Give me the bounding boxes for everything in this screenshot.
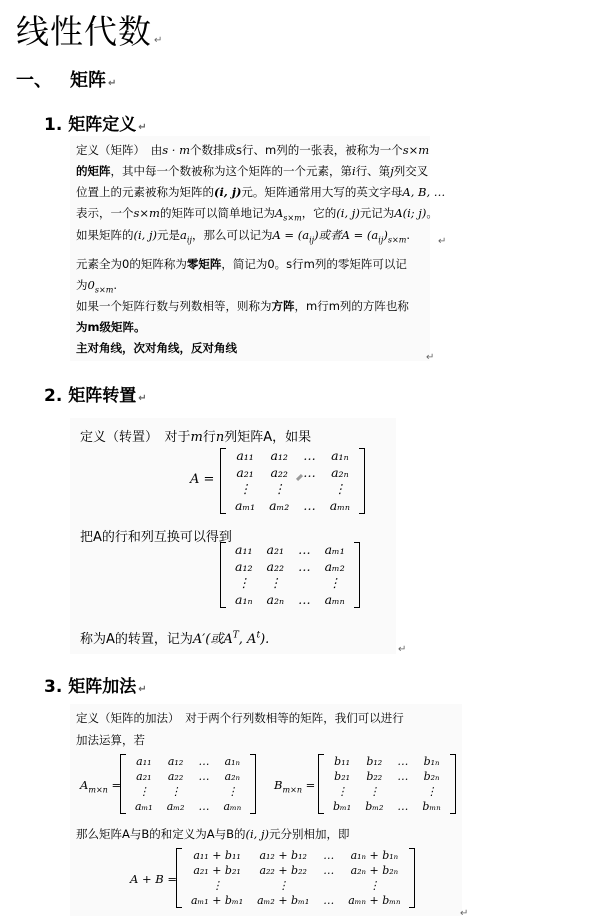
- matrix-a-cell: aₘ₂: [269, 497, 290, 513]
- matrix-b-mn-cell: b₁₂: [366, 755, 383, 768]
- matrix-b-mn-cell: bₘₙ: [422, 800, 441, 813]
- matrix-a-cell: a₂₁: [236, 464, 254, 480]
- matrix-a-transpose-cell: a₁₂: [235, 558, 253, 574]
- matrix-a-cell: [296, 481, 323, 498]
- matrix-sum-cell: a₁ₙ + b₁ₙ: [350, 849, 399, 862]
- matrix-a-cell: aₘₙ: [329, 497, 350, 513]
- matrix-a-mn-row: [128, 769, 248, 784]
- matrix-sum-cell: ⋮: [368, 879, 380, 892]
- def1-line-5: 如果矩阵的(i, j)元是$a_{ij}$，那么可以记为$A = (a_{ij})$或者$A = (a_{ij})_{s\times m}$.: [76, 228, 411, 245]
- matrix-a-mn-cell: aₘ₁: [135, 800, 153, 813]
- matrix-a-mn-row: [128, 799, 248, 814]
- def2-line-2: 把A的行和列互换可以得到: [80, 530, 232, 545]
- matrix-b-mn-cell: bₘ₁: [333, 800, 352, 813]
- matrix-a-cell: a₁ₙ: [331, 448, 349, 463]
- matrix-b-mn-cell: …: [397, 770, 409, 783]
- matrix-a-cell: a₂₂: [270, 464, 288, 480]
- matrix-a-row: [228, 481, 357, 498]
- matrix-a-transpose-cell: a₁₁: [235, 542, 253, 557]
- matrix-a-mn-cell: a₁₁: [136, 755, 152, 768]
- matrix-a-mn: [120, 754, 256, 814]
- def1-line-4: 表示，一个s×m的矩阵可以简单地记为$A_{s\times m}$，它的(i, j)元记为A(i; j)。: [76, 206, 438, 223]
- matrix-b-mn-cell: …: [397, 755, 409, 768]
- matrix-a-transpose-cell: aₘ₁: [324, 542, 345, 557]
- matrix-sum-cell: …: [323, 849, 335, 862]
- matrix-a-row: [228, 498, 357, 515]
- matrix-sum-cell: ⋮: [277, 879, 289, 892]
- matrix-sum-cell: …: [323, 894, 335, 907]
- matrix-a-transpose-cell: …: [298, 558, 311, 574]
- def1b-line-2: 为$0_{s\times m}$.: [76, 278, 117, 295]
- subsection-heading-definition: 1. 矩阵定义 ↵: [44, 115, 147, 135]
- matrix-b-mn-row: [326, 799, 448, 814]
- matrix-a: [220, 448, 365, 514]
- paragraph-mark: ↵: [154, 35, 164, 46]
- matrix-b-mn-cell: ⋮: [368, 785, 380, 798]
- def1b-line-1: 元素全为0的矩阵称为零矩阵，简记为0。s行m列的零矩阵可以记: [76, 257, 407, 271]
- matrix-a-cell: a₁₂: [270, 448, 288, 463]
- matrix-sum-cell: a₁₁ + b₁₁: [193, 849, 241, 862]
- matrix-sum-label: A + B =: [130, 872, 177, 886]
- matrix-sum-row: [184, 893, 407, 908]
- matrix-b-mn-cell: b₂₂: [366, 770, 383, 783]
- matrix-a-mn-cell: a₂ₙ: [224, 770, 241, 783]
- matrix-b-mn-cell: ⋮: [426, 785, 438, 798]
- def3-line-1: 定义（矩阵的加法） 对于两个行列数相等的矩阵，我们可以进行: [76, 711, 404, 725]
- matrix-a-row: [228, 465, 357, 482]
- matrix-a-transpose-cell: a₂₁: [266, 542, 285, 557]
- matrix-sum-cell: …: [323, 864, 335, 877]
- matrix-a-mn-cell: a₁ₙ: [224, 755, 241, 768]
- matrix-a-cell: …: [303, 448, 316, 463]
- matrix-a-mn-cell: a₁₂: [167, 755, 184, 768]
- matrix-a-mn-cell: a₂₁: [136, 770, 152, 783]
- matrix-b-mn-cell: b₂₁: [334, 770, 351, 783]
- matrix-a-cell: a₂ₙ: [331, 464, 349, 480]
- def1-line-2: 的矩阵，其中每一个数被称为这个矩阵的一个元素，第i行、第j列交叉: [76, 164, 429, 178]
- matrix-a-mn-cell: …: [198, 755, 210, 768]
- matrix-a-transpose-cell: ⋮: [269, 575, 282, 590]
- matrix-a-mn-label: $A_{m\times n}$ =: [80, 778, 122, 795]
- subsection-heading-addition: 3. 矩阵加法 ↵: [44, 677, 147, 697]
- matrix-a-transpose-cell: [291, 575, 318, 592]
- matrix-a-transpose-row: [228, 542, 352, 559]
- matrix-a-transpose-cell: a₂₂: [266, 558, 285, 574]
- matrix-sum-cell: aₘₙ + bₘₙ: [348, 894, 401, 907]
- transpose-image-block: [70, 418, 396, 654]
- matrix-a-row: [228, 448, 357, 465]
- matrix-a-transpose-cell: …: [298, 591, 311, 607]
- matrix-a-cell: …: [303, 464, 316, 480]
- matrix-a-transpose-row: [228, 559, 352, 576]
- matrix-a-transpose-cell: a₂ₙ: [266, 591, 285, 607]
- matrix-b-mn-cell: b₂ₙ: [423, 770, 440, 783]
- matrix-b-mn-label: $B_{m\times n}$ =: [274, 778, 316, 795]
- matrix-a-cell: ⋮: [238, 481, 252, 496]
- matrix-a-mn-row: [128, 784, 248, 799]
- matrix-a-transpose-cell: …: [298, 542, 311, 557]
- matrix-a-cell: ⋮: [333, 481, 347, 496]
- matrix-b-mn-cell: b₁₁: [334, 755, 351, 768]
- def1b-line-5: 主对角线，次对角线，反对角线: [76, 341, 237, 355]
- matrix-a-transpose-cell: a₁ₙ: [235, 591, 253, 607]
- matrix-a-cell: a₁₁: [236, 448, 254, 463]
- matrix-a-mn-cell: a₂₂: [167, 770, 184, 783]
- definition-image-block: [70, 136, 446, 361]
- matrix-sum-cell: ⋮: [211, 879, 223, 892]
- matrix-a-mn-cell: aₘₙ: [223, 800, 242, 813]
- matrix-a-mn-cell: [191, 784, 216, 799]
- def3-line-3: 那么矩阵A与B的和定义为A与B的(i, j)元分别相加，即: [76, 827, 350, 841]
- def1-line-3: 位置上的元素被称为矩阵的(i, j)元。矩阵通常用大写的英文字母A, B, …: [76, 185, 446, 199]
- matrix-b-mn-cell: ⋮: [336, 785, 348, 798]
- matrix-sum-cell: a₂₂ + b₂₂: [259, 864, 307, 877]
- matrix-sum-cell: aₘ₂ + bₘ₁: [257, 894, 310, 907]
- matrix-sum-row: [184, 878, 407, 893]
- subsection-heading-transpose: 2. 矩阵转置 ↵: [44, 386, 147, 406]
- def1b-line-4: 为m级矩阵。: [76, 320, 146, 334]
- def3-line-2: 加法运算，若: [76, 733, 145, 747]
- matrix-a-mn-cell: ⋮: [170, 785, 182, 798]
- matrix-b-mn-cell: [390, 784, 415, 799]
- matrix-b-mn-cell: b₁ₙ: [423, 755, 440, 768]
- matrix-a-transpose-row: [228, 592, 352, 609]
- matrix-sum-row: [184, 848, 407, 863]
- def2-line-3: 称为A的转置，记为A′(或$A^T$, $A^t$).: [80, 630, 270, 647]
- matrix-b-mn: [318, 754, 456, 814]
- matrix-a-mn-cell: ⋮: [226, 785, 238, 798]
- def1-line-1: 定义（矩阵） 由s · m个数排成s行、m列的一张表，被称为一个s×m: [76, 143, 430, 157]
- matrix-a-cell: ⋮: [272, 481, 286, 496]
- addition-image-block: [70, 704, 462, 916]
- matrix-a-transpose-cell: ⋮: [328, 575, 341, 590]
- matrix-sum: [176, 848, 415, 908]
- matrix-a-mn-cell: ⋮: [138, 785, 150, 798]
- matrix-a-cell: …: [303, 497, 316, 513]
- matrix-a-transpose-cell: aₘ₂: [324, 558, 345, 574]
- matrix-b-mn-cell: bₘ₂: [365, 800, 384, 813]
- matrix-sum-cell: [316, 878, 341, 893]
- matrix-a-mn-cell: aₘ₂: [166, 800, 185, 813]
- matrix-a-cell: aₘ₁: [235, 497, 256, 513]
- matrix-a-label: A =: [190, 472, 215, 487]
- matrix-sum-cell: a₁₂ + b₁₂: [259, 849, 307, 862]
- matrix-a-transpose-row: [228, 575, 352, 592]
- matrix-sum-row: [184, 863, 407, 878]
- matrix-b-mn-row: [326, 784, 448, 799]
- matrix-sum-cell: a₂ₙ + b₂ₙ: [350, 864, 399, 877]
- matrix-a-mn-cell: …: [198, 800, 210, 813]
- section-heading: 一、 矩阵 ↵: [16, 70, 117, 91]
- matrix-sum-cell: aₘ₁ + bₘ₁: [191, 894, 244, 907]
- def2-line-1: 定义（转置） 对于m行n列矩阵A，如果: [80, 430, 312, 445]
- matrix-b-mn-row: [326, 754, 448, 769]
- matrix-a-transpose: [220, 542, 360, 608]
- document-title: 线性代数 ↵: [16, 12, 164, 51]
- matrix-a-mn-row: [128, 754, 248, 769]
- matrix-sum-cell: a₂₁ + b₂₁: [193, 864, 241, 877]
- matrix-a-transpose-cell: aₘₙ: [324, 591, 345, 607]
- matrix-b-mn-row: [326, 769, 448, 784]
- def1b-line-3: 如果一个矩阵行数与列数相等，则称为方阵，m行m列的方阵也称: [76, 299, 409, 313]
- matrix-a-mn-cell: …: [198, 770, 210, 783]
- matrix-a-transpose-cell: ⋮: [237, 575, 251, 590]
- matrix-b-mn-cell: …: [397, 800, 409, 813]
